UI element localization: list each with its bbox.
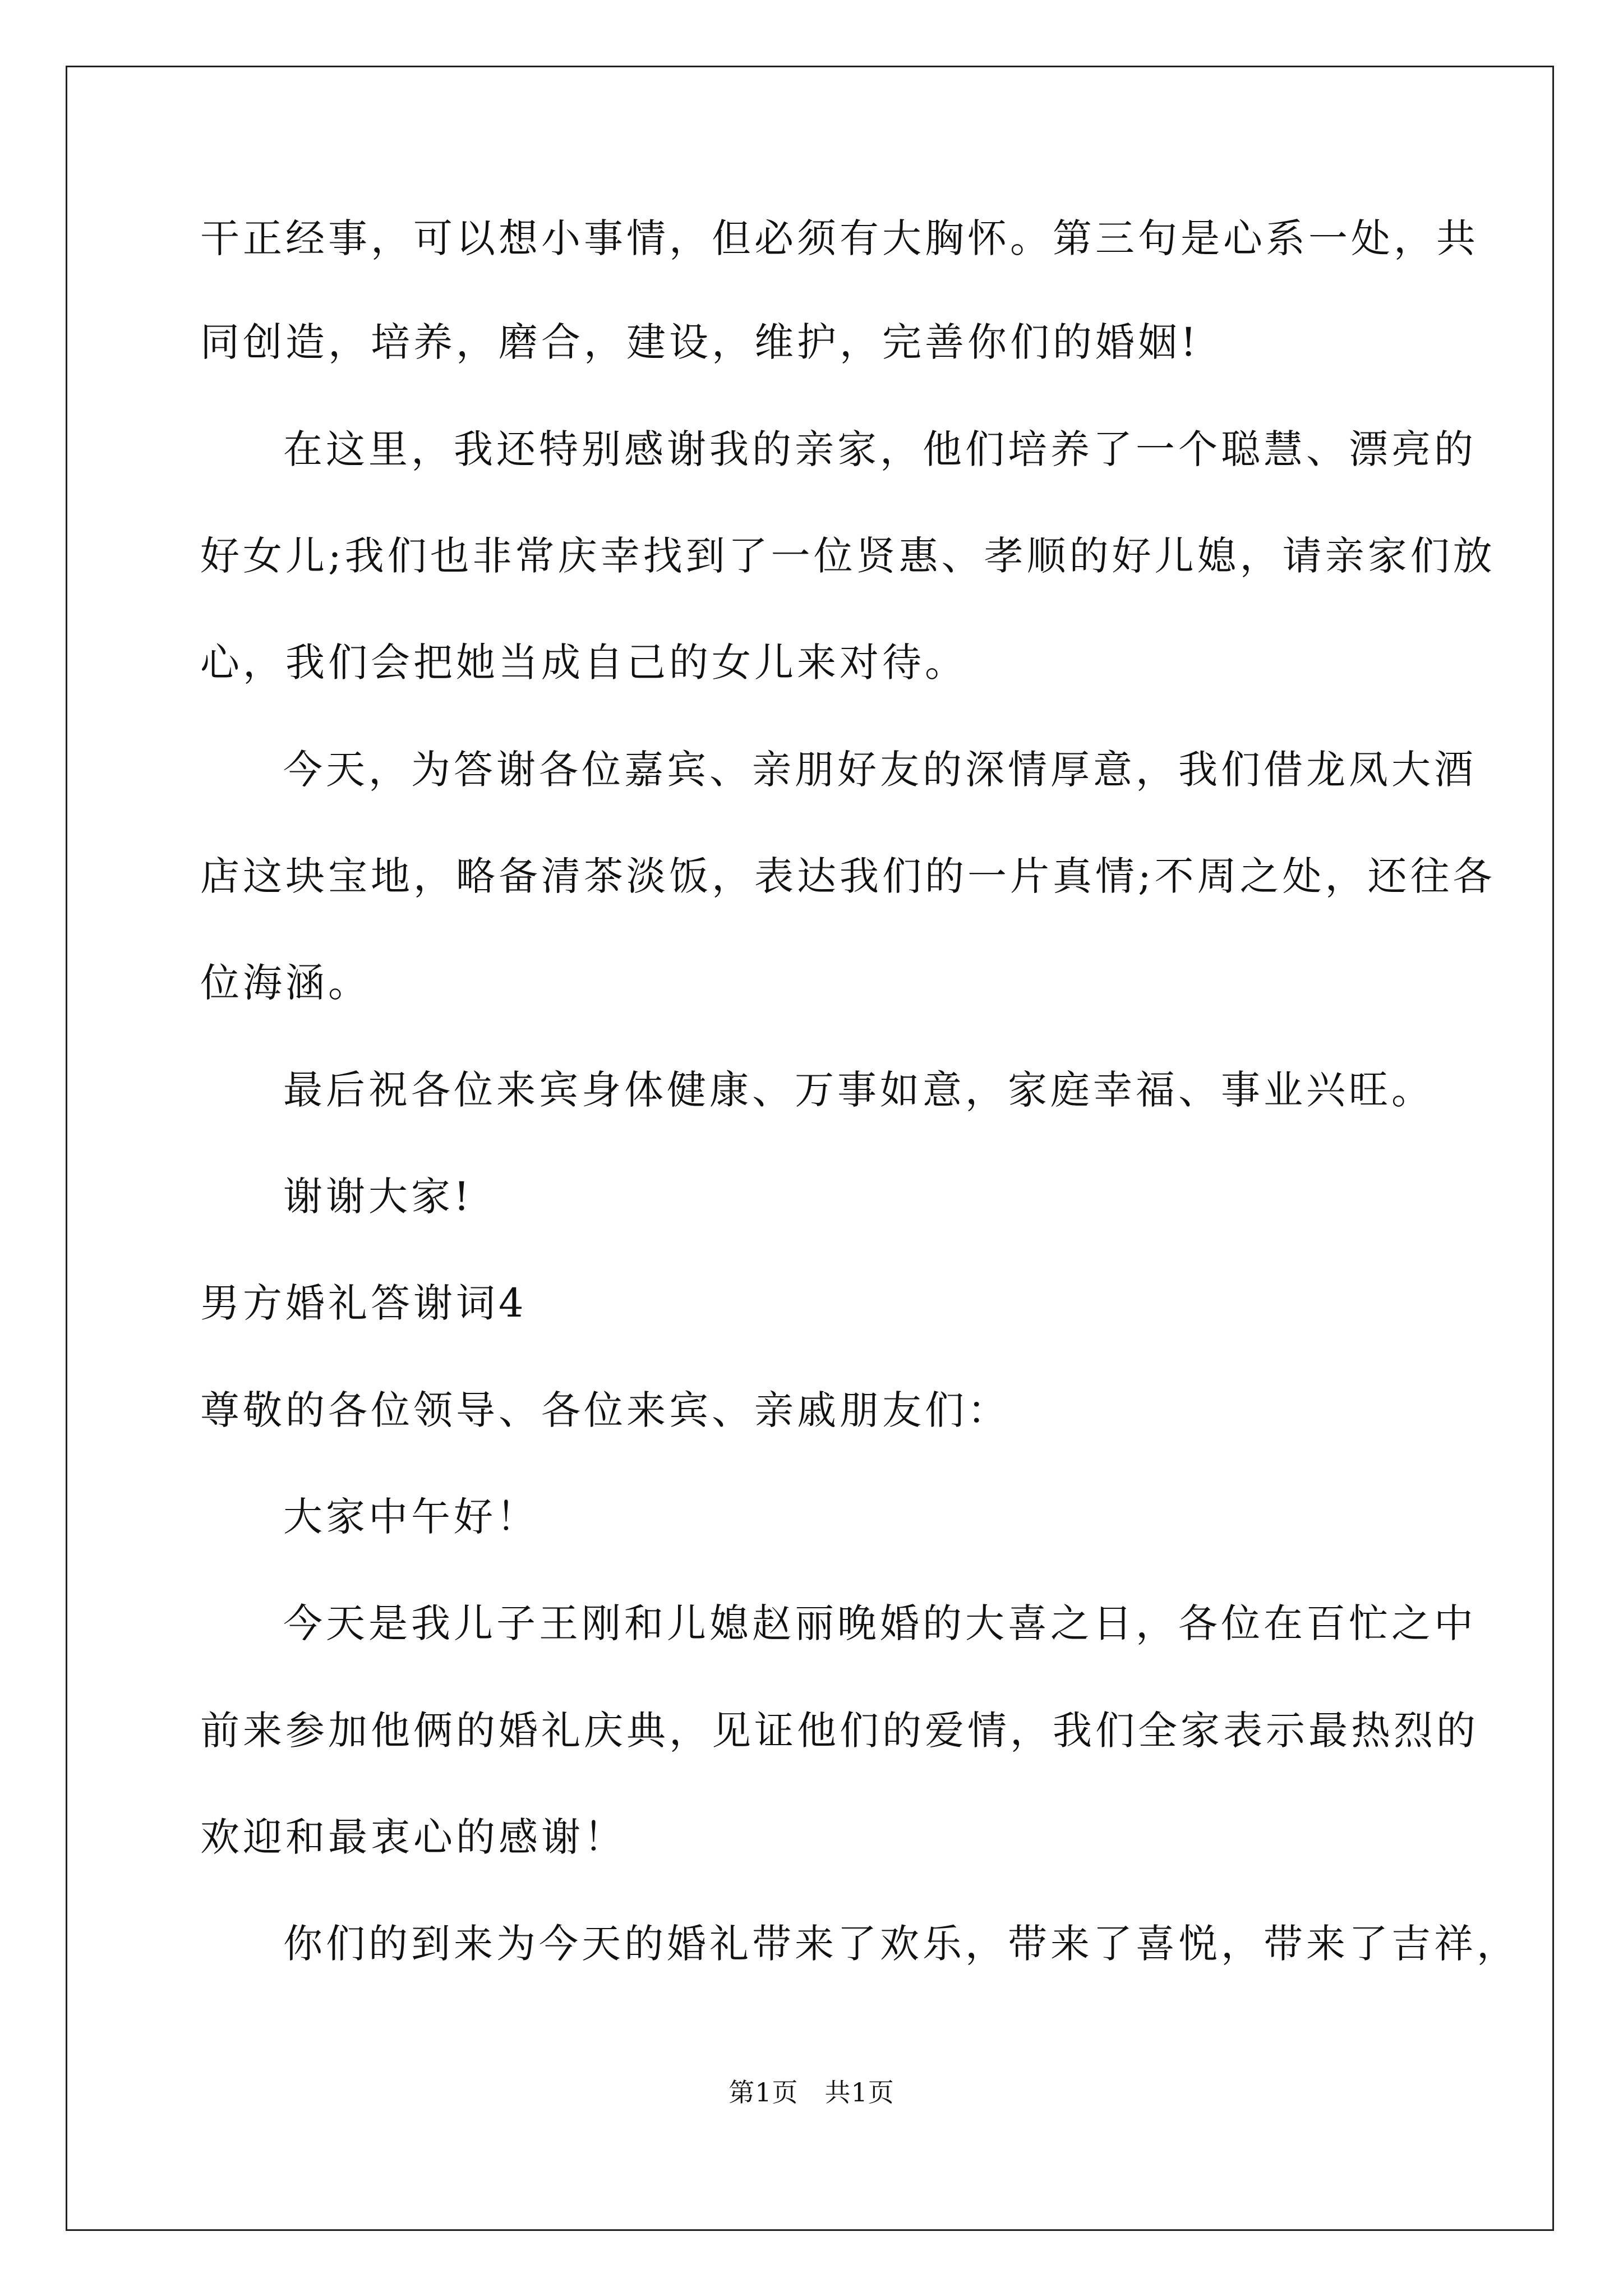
text-line: 好女儿;我们也非常庆幸找到了一位贤惠、孝顺的好儿媳，请亲家们放: [200, 533, 1496, 579]
text-line: 今天，为答谢各位嘉宾、亲朋好友的深情厚意，我们借龙凤大酒: [283, 747, 1477, 793]
text-line: 欢迎和最衷心的感谢！: [200, 1814, 626, 1860]
page-footer: 第1页 共1页: [728, 2077, 895, 2108]
page-border: [66, 66, 1554, 2231]
salutation: 尊敬的各位领导、各位来宾、亲戚朋友们：: [200, 1387, 1010, 1433]
text-line: 谢谢大家!: [283, 1174, 473, 1220]
text-line: 今天是我儿子王刚和儿媳赵丽晚婚的大喜之日，各位在百忙之中: [283, 1600, 1477, 1646]
section-heading: 男方婚礼答谢词4: [200, 1280, 527, 1326]
text-line: 同创造，培养，磨合，建设，维护，完善你们的婚姻!: [200, 319, 1200, 365]
text-line: 位海涵。: [200, 960, 371, 1006]
text-line: 最后祝各位来宾身体健康、万事如意，家庭幸福、事业兴旺。: [283, 1067, 1434, 1113]
text-line: 前来参加他俩的婚礼庆典，见证他们的爱情，我们全家表示最热烈的: [200, 1708, 1479, 1754]
text-line: 在这里，我还特别感谢我的亲家，他们培养了一个聪慧、漂亮的: [283, 426, 1477, 472]
text-line: 干正经事，可以想小事情，但必须有大胸怀。第三句是心系一处，共: [200, 215, 1479, 261]
text-line: 你们的到来为今天的婚礼带来了欢乐，带来了喜悦，带来了吉祥，: [283, 1921, 1519, 1967]
text-line: 大家中午好！: [283, 1494, 539, 1540]
text-line: 店这块宝地，略备清茶淡饭，表达我们的一片真情;不周之处，还往各: [200, 853, 1496, 899]
text-line: 心，我们会把她当成自己的女儿来对待。: [200, 639, 967, 685]
